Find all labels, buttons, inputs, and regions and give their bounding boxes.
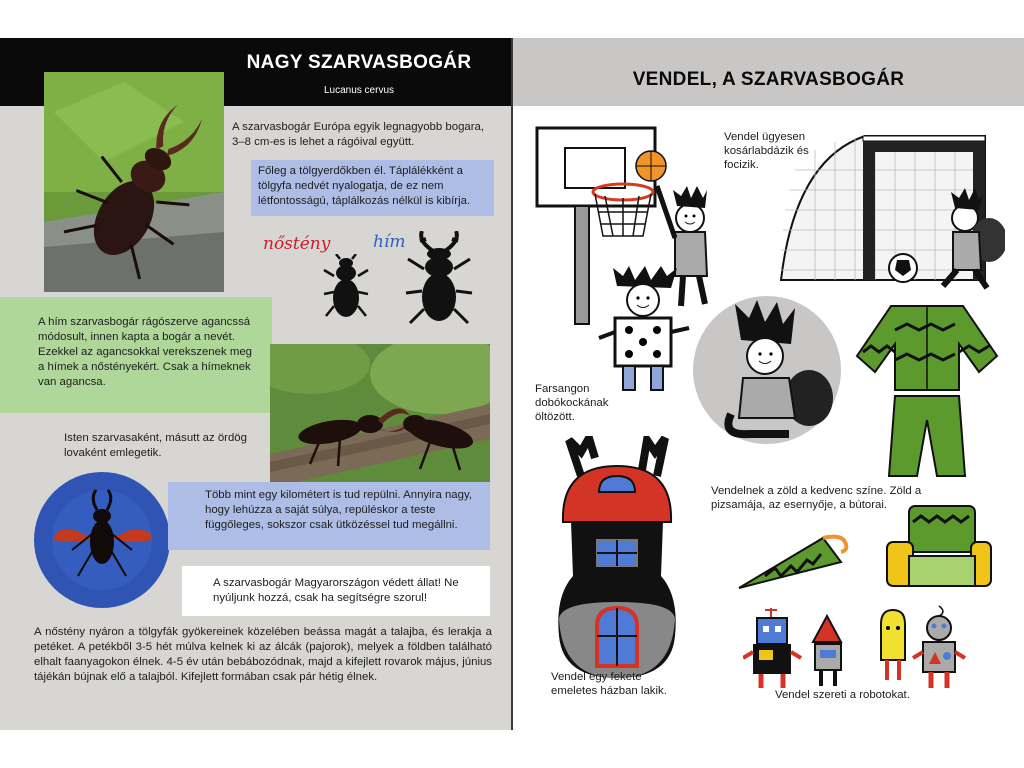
book-spread (0, 38, 1024, 730)
robots-illustration (743, 604, 983, 692)
left-page (0, 38, 511, 730)
habitat-text: Főleg a tölgyerdőkben él. Táplálékként a tölgyfa nedvét nyalogatja, de ez nem létfontosságú, táplálkozás nélkül is kibírja. (258, 165, 471, 207)
sports-caption: Vendel ügyesen kosárlabdázik és focizik. (724, 131, 809, 171)
green-armchair-illustration (885, 502, 993, 590)
house-caption: Vendel egy fekete emeletes házban lakik. (551, 671, 667, 697)
female-label: nőstény (263, 234, 331, 254)
green-pajama-illustration (851, 300, 1003, 480)
dice-costume-illustration (595, 266, 695, 396)
female-beetle-silhouette (322, 254, 370, 320)
black-house-illustration (551, 436, 683, 682)
soccer-illustration (775, 130, 1005, 290)
latin-name: Lucanus cervus (323, 85, 395, 96)
lifecycle-text: A nőstény nyáron a tölgyfák gyökereinek közelében beássa magát a talajba, és lerakja a petéket. A petékből 3-5 hét múlva kelnek ki az álcák (pajorok), melyek a földben található elhalt faanyagokon élnek. 4-5 év után bebábozódnak, majd a kifejlett rovarok május, június tájékán bújnak elő a talajból. Kifejlett formában csak pár hétig élnek. (34, 626, 492, 683)
left-page-title: NAGY SZARVASBOGÁR (246, 52, 472, 73)
right-page-title: VENDEL, A SZARVASBOGÁR (632, 69, 905, 90)
right-page (513, 38, 1024, 730)
intro-text: A szarvasbogár Európa egyik legnagyobb bogara, 3–8 cm-es is lehet a rágóival együtt. (232, 121, 485, 148)
photo-fighting-beetles (270, 344, 490, 488)
antlers-text: A hím szarvasbogár rágószerve agancssá módosult, innen kapta a bogár a nevét. Ezekkel az agancsokkal verekszenek meg a hímek a nőstényekért. Csak a hímeknek van agancsa. (38, 316, 252, 388)
green-umbrella-illustration (735, 532, 859, 594)
photo-stag-beetle-leaf (44, 72, 224, 292)
protected-text: A szarvasbogár Magyarországon védett állat! Ne nyúljunk hozzá, csak ha segítségre szorul! (213, 577, 459, 604)
names-text: Isten szarvasaként, másutt az ördög lovaként emlegetik. (64, 432, 247, 459)
male-beetle-silhouette (404, 231, 474, 327)
photo-flying-beetle (34, 472, 170, 608)
flight-text: Több mint egy kilométert is tud repülni. Annyira nagy, hogy lehúzza a saját súlya, repüléskor a teste függőleges, sokszor csak ütközéssel tud megállni. (205, 489, 472, 531)
robots-caption: Vendel szereti a robotokat. (775, 689, 910, 701)
carnival-caption: Farsangon dobókockának öltözött. (535, 383, 609, 423)
sitting-vendel-illustration (691, 294, 843, 446)
male-label: hím (373, 232, 406, 252)
green-caption: Vendelnek a zöld a kedvenc színe. Zöld a pizsamája, az esernyője, a bútorai. (711, 485, 922, 511)
